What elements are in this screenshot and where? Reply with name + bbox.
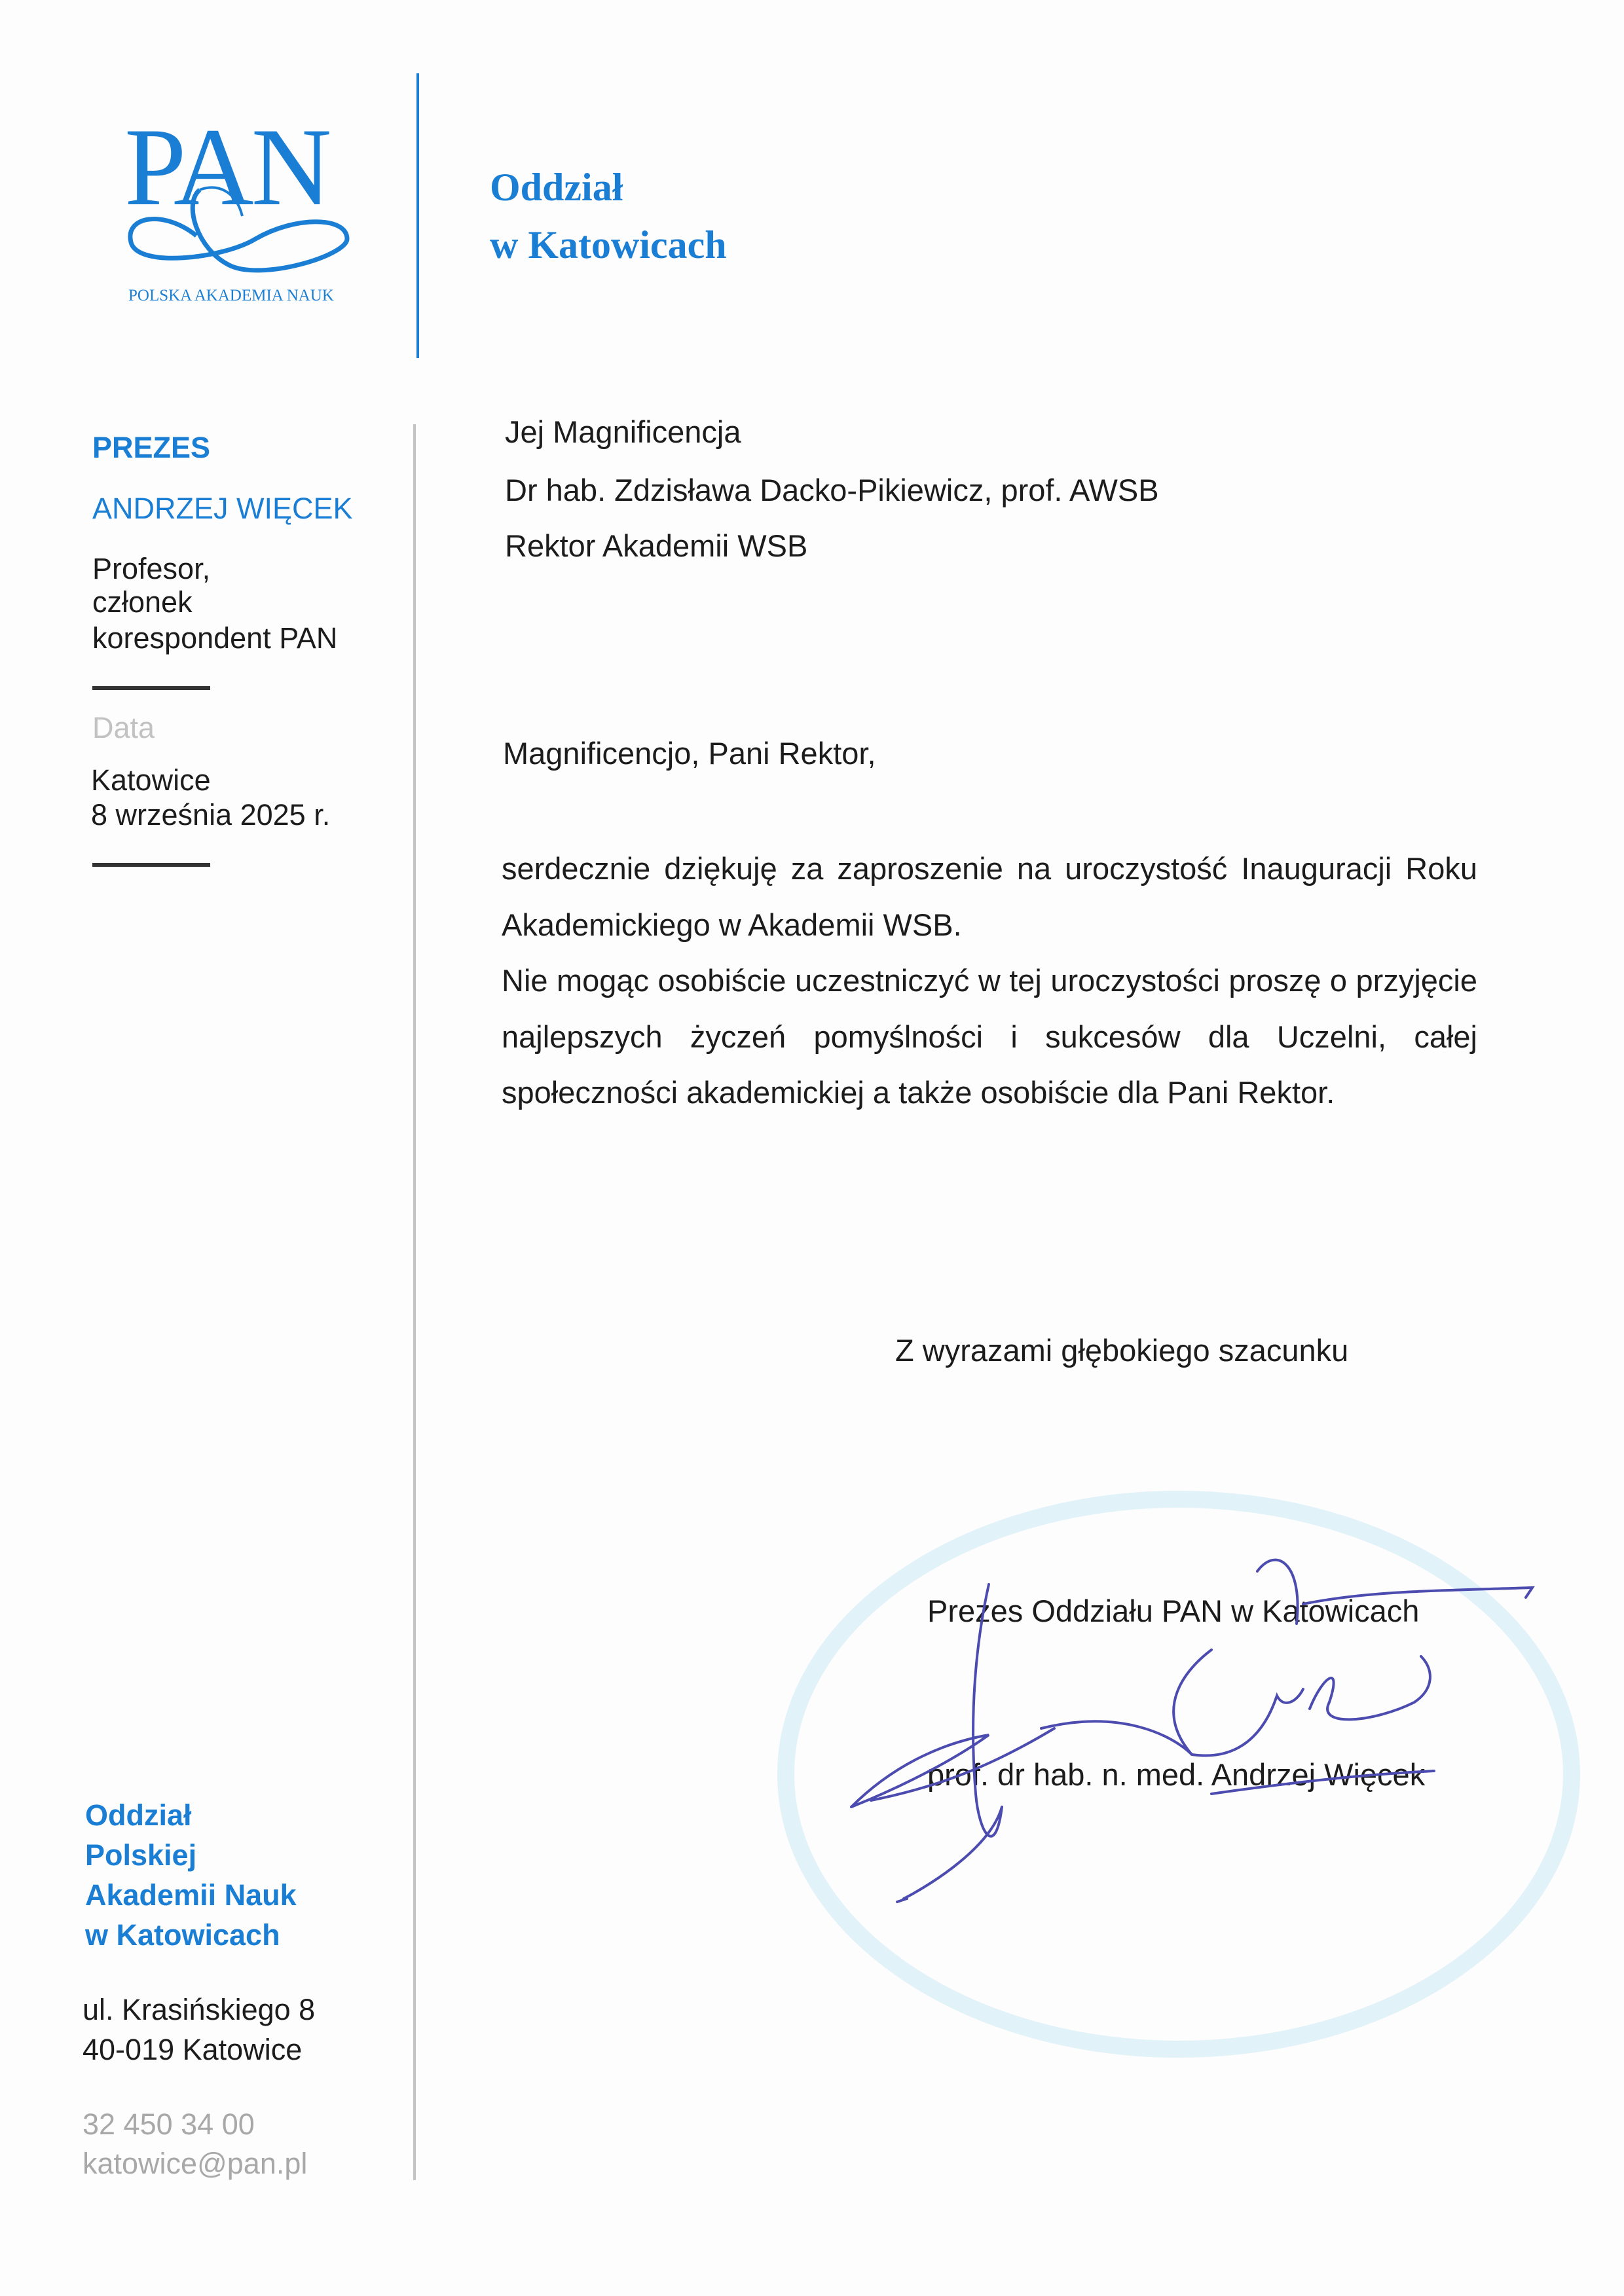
divider-rule: [92, 863, 210, 867]
paragraph: Nie mogąc osobiście uczestniczyć w tej uroczystości proszę o przyjęcie najlepszych życzeń pomyślności i sukcesów dla Uczelni, całej społeczności akademickiej a także osobiście dla Pani Rektor.: [502, 963, 1477, 1110]
closing: Z wyrazami głębokiego szacunku: [895, 1333, 1349, 1368]
address-line: 40-019 Katowice: [83, 2033, 303, 2066]
handwritten-signature: [845, 1545, 1545, 1912]
logo-text: PAN: [124, 105, 329, 228]
branch-title-line1: Oddział: [490, 166, 623, 209]
footer-org-line: Akademii Nauk: [85, 1878, 297, 1912]
footer-org-line: Oddział: [85, 1798, 192, 1832]
address-line: ul. Krasińskiego 8: [83, 1993, 316, 2026]
role-label: PREZES: [92, 431, 211, 464]
date-city: Katowice: [91, 763, 211, 797]
pan-logo: [124, 105, 354, 314]
phone: 32 450 34 00: [83, 2107, 255, 2141]
header-divider: [416, 73, 419, 358]
date-value: 8 września 2025 r.: [91, 798, 331, 831]
infinity-icon: [124, 105, 354, 288]
title-line: korespondent PAN: [92, 621, 338, 655]
divider-rule: [92, 686, 210, 690]
salutation: Magnificencjo, Pani Rektor,: [503, 736, 876, 771]
logo-subtitle: POLSKA AKADEMIA NAUK: [128, 287, 334, 304]
footer-org-line: Polskiej: [85, 1838, 197, 1872]
recipient-line: Jej Magnificencja: [505, 414, 741, 449]
sidebar-divider: [413, 424, 416, 2180]
recipient-line: Rektor Akademii WSB: [505, 528, 808, 563]
paragraph: serdecznie dziękuję za zaproszenie na uroczystość Inauguracji Roku Akademickiego w Akademii WSB.: [502, 851, 1477, 942]
branch-title-line2: w Katowicach: [490, 223, 727, 266]
date-label: Data: [92, 711, 155, 744]
email-link[interactable]: katowice@pan.pl: [83, 2147, 308, 2180]
footer-org-line: w Katowicach: [85, 1918, 280, 1952]
president-name: ANDRZEJ WIĘCEK: [92, 492, 353, 525]
signer-title: Prezes Oddziału PAN w Katowicach: [927, 1594, 1420, 1628]
letter-body: [502, 841, 1477, 1121]
title-line: Profesor,: [92, 552, 211, 585]
title-line: członek: [92, 585, 193, 619]
recipient-line: Dr hab. Zdzisława Dacko-Pikiewicz, prof. AWSB: [505, 473, 1159, 507]
signer-name: prof. dr hab. n. med. Andrzej Więcek: [927, 1757, 1426, 1792]
